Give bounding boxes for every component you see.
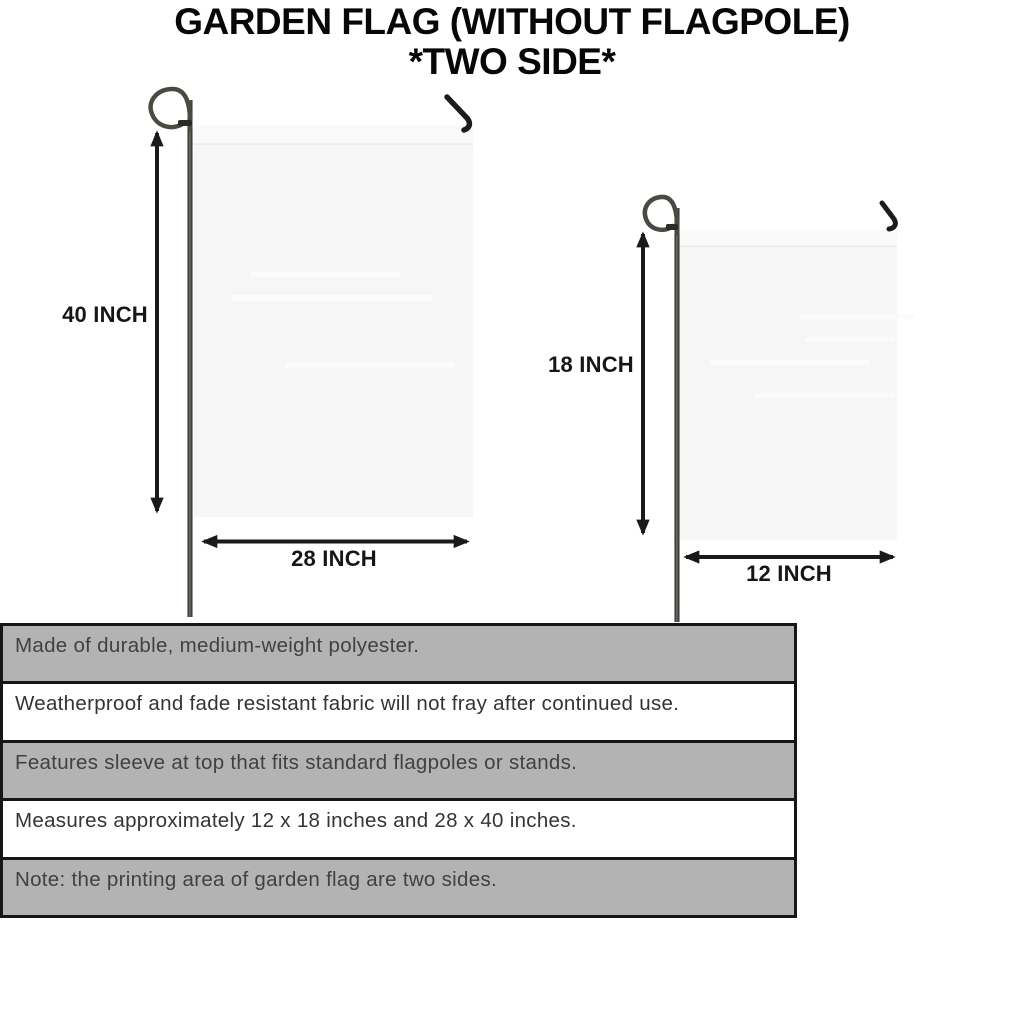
feature-text: Note: the printing area of garden flag are two sides. xyxy=(15,867,497,891)
feature-row-weatherproof xyxy=(3,684,794,742)
title-line-2: *TWO SIDE* xyxy=(408,41,616,82)
small-flag-pole-clamp xyxy=(666,224,678,230)
small-flag-width-label: 12 INCH xyxy=(746,561,832,586)
large-flag-sleeve xyxy=(194,125,473,144)
small-flag-pole xyxy=(675,208,680,622)
small-flag-panel xyxy=(677,230,897,540)
feature-text: Measures approximately 12 x 18 inches and 28 x 40 inches. xyxy=(15,809,577,833)
title-line-1: GARDEN FLAG (WITHOUT FLAGPOLE) xyxy=(174,1,850,42)
small-flag-hanger-hook-icon xyxy=(882,203,895,229)
feature-row-material xyxy=(3,626,794,684)
large-flag-width-label: 28 INCH xyxy=(291,546,377,571)
feature-row-measures xyxy=(3,801,794,859)
large-flag-pole xyxy=(188,100,193,617)
small-flag-sleeve xyxy=(677,230,897,246)
large-flag-assembly xyxy=(151,89,473,617)
large-flag-panel xyxy=(194,125,473,517)
small-flag-assembly xyxy=(643,197,915,622)
small-flag-height-label: 18 INCH xyxy=(548,352,634,377)
large-flag-pole-clamp xyxy=(178,120,192,126)
feature-row-sleeve xyxy=(3,743,794,801)
features-table xyxy=(0,623,797,918)
large-flag-height-label: 40 INCH xyxy=(62,302,148,327)
feature-text: Features sleeve at top that fits standard flagpoles or stands. xyxy=(15,750,578,774)
feature-text: Weatherproof and fade resistant fabric will not fray after continued use. xyxy=(15,692,680,716)
feature-row-note xyxy=(3,860,794,915)
feature-text: Made of durable, medium-weight polyester. xyxy=(15,634,420,657)
